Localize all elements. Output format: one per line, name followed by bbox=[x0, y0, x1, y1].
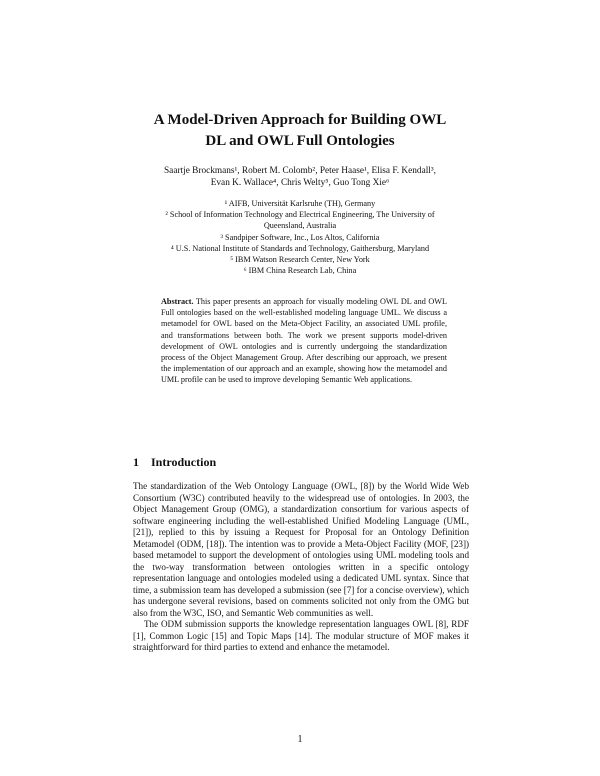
authors-line-2: Evan K. Wallace⁴, Chris Welty⁵, Guo Tong Xie⁶ bbox=[210, 178, 390, 188]
affiliation-5: ⁵ IBM Watson Research Center, New York bbox=[230, 255, 370, 265]
section-heading bbox=[133, 455, 216, 470]
abstract-label: Abstract. bbox=[161, 297, 194, 306]
section-title: Introduction bbox=[151, 455, 217, 469]
affiliation-6: ⁶ IBM China Research Lab, China bbox=[243, 266, 357, 276]
affiliation-list bbox=[120, 198, 480, 276]
paragraph-1: The standardization of the Web Ontology Language (OWL, [8]) by the World Wide Web Consortium (W3C) contributed heavily to the widespread use of ontologies. In 2003, the Object Management Group (OMG), a standardization consortium for various aspects of software engineering including the well-established Unified Modeling Language (UML, [21]), replied to this by issuing a Request for Proposal for an Ontology Definition Metamodel (ODM, [18]). The intention was to provide a Meta-Object Facility (MOF, [23]) based metamodel to support the development of ontologies using UML modeling tools and the two-way transformation between ontologies written in a specific ontology representation language and ontologies modeled using a dedicated UML syntax. Since that time, a submission team has developed a submission (see [7] for a concise overview), which has undergone several revisions, based on comments solicited not only from the OMG but also from the W3C, ISO, and Semantic Web communities as well. bbox=[133, 481, 469, 618]
section-body bbox=[133, 481, 469, 654]
section-number: 1 bbox=[133, 455, 139, 469]
affiliation-3: ³ Sandpiper Software, Inc., Los Altos, California bbox=[220, 232, 380, 242]
abstract bbox=[161, 296, 447, 386]
affiliation-2-cont: Queensland, Australia bbox=[263, 221, 337, 231]
title-line-2: DL and OWL Full Ontologies bbox=[205, 133, 395, 149]
abstract-text: This paper presents an approach for visually modeling OWL DL and OWL Full ontologies based on the well-established modeling language UML. We discuss a metamodel for OWL based on the Meta-Object Facility, an associated UML profile, and transformations between both. The work we present supports model-driven development of OWL ontologies and is currently undergoing the standardization process of the Object Management Group. After describing our approach, we present the implementation of our approach and an example, showing how the metamodel and UML profile can be used to improve developing Semantic Web applications. bbox=[161, 297, 448, 385]
affiliation-4: ⁴ U.S. National Institute of Standards and Technology, Gaithersburg, Maryland bbox=[170, 243, 430, 253]
authors-line-1: Saartje Brockmans¹, Robert M. Colomb², Peter Haase¹, Elisa F. Kendall³, bbox=[164, 166, 436, 176]
page-number: 1 bbox=[297, 734, 303, 745]
paper-title bbox=[120, 110, 480, 152]
affiliation-2: ² School of Information Technology and Electrical Engineering, The University of bbox=[165, 210, 435, 220]
title-line-1: A Model-Driven Approach for Building OWL bbox=[153, 112, 447, 128]
paragraph-2: The ODM submission supports the knowledge representation languages OWL [8], RDF [1], Common Logic [15] and Topic Maps [14]. The modular structure of MOF makes it straightforward for third parties to extend and enhance the metamodel. bbox=[133, 619, 469, 652]
affiliation-1: ¹ AIFB, Universität Karlsruhe (TH), Germany bbox=[224, 199, 376, 208]
author-list bbox=[110, 165, 490, 189]
